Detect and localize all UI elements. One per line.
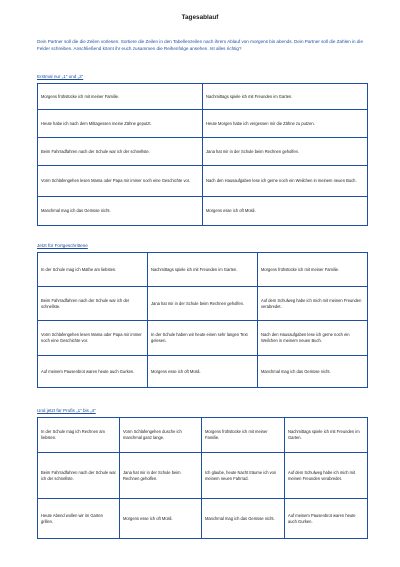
table-row — [38, 321, 368, 356]
sentence-cell[interactable]: Vorm Schlafengehen dusche ich manchmal ganz lange. — [120, 418, 202, 453]
sentence-cell[interactable]: Auf meinem Pausenbrot waren heute auch Gurken. — [38, 356, 148, 388]
sentence-cell[interactable]: Morgens esse ich oft Müsli. — [148, 356, 258, 388]
table-row — [38, 110, 368, 138]
table-row — [38, 356, 368, 388]
sentence-cell[interactable]: Jana hat mir in der Schule beim Rechnen geholfen. — [148, 287, 258, 321]
section-heading-advanced: Jetzt für Fortgeschrittene — [37, 243, 88, 248]
sentence-cell[interactable]: Auf dem Schulweg habe ich mich mit meinen Freunden verabredet. — [285, 453, 368, 499]
sentence-cell[interactable]: Morgens frühstücke ich mit meiner Familie. — [202, 418, 285, 453]
section-heading-basic: Erstmal nur „1“ und „2“ — [37, 74, 84, 79]
table-row — [38, 166, 368, 197]
table-row — [38, 418, 368, 453]
sentence-cell[interactable]: Auf meinem Pausenbrot waren heute auch Gurken. — [285, 499, 368, 539]
sentence-cell[interactable]: Ich glaube, heute Nacht träume ich von meinem neuen Fahrrad. — [202, 453, 285, 499]
sentence-cell[interactable]: Vorm Schlafengehen lesen Mama oder Papa mir immer noch eine Geschichte vor. — [38, 166, 203, 197]
table-row — [38, 138, 368, 166]
sentence-cell[interactable]: Jana hat mir in der Schule beim Rechnen geholfen. — [203, 138, 368, 166]
table-row — [38, 253, 368, 287]
sentence-cell[interactable]: Heute habe ich nach dem Mittagessen meine Zähne geputzt. — [38, 110, 203, 138]
sentence-table-pro — [37, 417, 368, 539]
sentence-cell[interactable]: Beim Fahrradfahren nach der Schule war ich der schnellste. — [38, 138, 203, 166]
sentence-cell[interactable]: Beim Fahrradfahren nach der Schule war ich der schnellste. — [38, 287, 148, 321]
sentence-cell[interactable]: Morgens frühstücke ich mit meiner Familie. — [38, 84, 203, 110]
sentence-cell[interactable]: Nachmittags spiele ich mit Freunden im Garten. — [148, 253, 258, 287]
sentence-cell[interactable]: Morgens frühstücke ich mit meiner Familie. — [258, 253, 368, 287]
table-row — [38, 287, 368, 321]
sentence-cell[interactable]: Manchmal mag ich das Gemüse nicht. — [202, 499, 285, 539]
page-title: Tagesablauf — [181, 14, 219, 21]
sentence-cell[interactable]: Auf dem Schulweg habe ich mich mit meinen Freunden verabredet. — [258, 287, 368, 321]
table-row — [38, 453, 368, 499]
section-heading-pro: Und jetzt für Profis „1“ bis „4“ — [37, 408, 96, 413]
sentence-cell[interactable]: Manchmal mag ich das Gemüse nicht. — [258, 356, 368, 388]
sentence-table-basic — [37, 83, 368, 226]
sentence-cell[interactable]: Beim Fahrradfahren nach der Schule war ich der schnellste. — [38, 453, 120, 499]
sentence-cell[interactable]: In der Schule haben wir heute einen sehr langen Text gelesen. — [148, 321, 258, 356]
sentence-cell[interactable]: Nachmittags spiele ich mit Freunden im Garten. — [203, 84, 368, 110]
sentence-cell[interactable]: Nach den Hausaufgaben lese ich gerne noch ein Weilchen in meinem neuen Buch. — [258, 321, 368, 356]
sentence-cell[interactable]: Manchmal mag ich das Gemüse nicht. — [38, 197, 203, 226]
table-row — [38, 84, 368, 110]
table-row — [38, 499, 368, 539]
sentence-cell[interactable]: Morgens esse ich oft Müsli. — [203, 197, 368, 226]
sentence-cell[interactable]: Heute Abend wollen wir im Garten grillen. — [38, 499, 120, 539]
sentence-cell[interactable]: Nachmittags spiele ich mit Freunden im Garten. — [285, 418, 368, 453]
sentence-cell[interactable]: Vorm Schlafengehen lesen Mama oder Papa mir immer noch eine Geschichte vor. — [38, 321, 148, 356]
sentence-table-advanced — [37, 252, 368, 388]
sentence-cell[interactable]: Morgens esse ich oft Müsli. — [120, 499, 202, 539]
sentence-cell[interactable]: Nach den Hausaufgaben lese ich gerne noch ein Weilchen in meinem neuen Buch. — [203, 166, 368, 197]
instructions-text: Dein Partner soll die die Zeilen vorlesen. Sortiere die Zeilen in den Tabellenzeilen nach ihrem Ablauf von morgens bis abends. Dein Partner soll die Zahlen in die Felder schreiben. Anschließend könnt ihr euch zusammen die Reihenfolge ansehen. Ist alles richtig? — [37, 39, 364, 52]
sentence-cell[interactable]: In der Schule mag ich Mathe am liebsten. — [38, 253, 148, 287]
sentence-cell[interactable]: Jana hat mir in der Schule beim Rechnen geholfen. — [120, 453, 202, 499]
table-row — [38, 197, 368, 226]
sentence-cell[interactable]: Heute Morgen habe ich vergessen mir die Zähne zu putzen. — [203, 110, 368, 138]
sentence-cell[interactable]: In der Schule mag ich Rechnen am liebsten. — [38, 418, 120, 453]
